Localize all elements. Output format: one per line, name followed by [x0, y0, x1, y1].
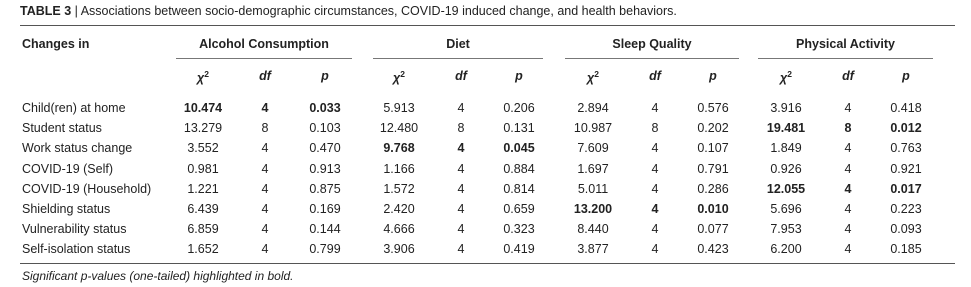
table-cell: 8: [457, 121, 465, 135]
chi-superscript: 2: [594, 69, 599, 79]
subheader-p-activity: p: [902, 69, 910, 83]
table-cell: 0.875: [309, 182, 341, 196]
table-cell: 6.859: [187, 222, 219, 236]
table-cell: 5.011: [577, 182, 609, 196]
group-underline-activity: [758, 58, 933, 59]
table-cell: 5.696: [770, 202, 802, 216]
table-cell: 0.107: [697, 141, 729, 155]
table-cell: 4: [457, 242, 465, 256]
table-cell: 0.045: [503, 141, 535, 155]
table-cell: 8: [261, 121, 269, 135]
table-cell: 0.913: [309, 162, 341, 176]
table-cell: 8: [651, 121, 659, 135]
group-header-alcohol: Alcohol Consumption: [199, 37, 329, 51]
table-cell: 0.814: [503, 182, 535, 196]
table-cell: 4: [651, 141, 659, 155]
table-cell: 4: [844, 141, 852, 155]
row-header-label: Changes in: [22, 37, 90, 51]
table-cell: 4: [651, 202, 659, 216]
table-cell: 4: [457, 202, 465, 216]
table-cell: 0.144: [309, 222, 341, 236]
table-cell: 2.894: [577, 101, 609, 115]
table-cell: 1.572: [383, 182, 415, 196]
table-cell: 3.877: [577, 242, 609, 256]
table-cell: 0.884: [503, 162, 535, 176]
table-cell: 12.480: [379, 121, 419, 135]
group-header-sleep: Sleep Quality: [612, 37, 692, 51]
chi-superscript: 2: [204, 69, 209, 79]
table-cell: 1.652: [187, 242, 219, 256]
table-cell: 0.169: [309, 202, 341, 216]
table-cell: 4: [651, 182, 659, 196]
table-cell: 0.185: [890, 242, 922, 256]
table-cell: 4: [261, 141, 269, 155]
table-cell: 10.474: [183, 101, 223, 115]
table-cell: 0.926: [770, 162, 802, 176]
table-cell: 1.697: [577, 162, 609, 176]
table-cell: 19.481: [766, 121, 806, 135]
table-cell: 0.103: [309, 121, 341, 135]
table-cell: 4: [261, 162, 269, 176]
table-cell: 4.666: [383, 222, 415, 236]
chi-symbol: χ: [780, 71, 788, 86]
chi-superscript: 2: [400, 69, 405, 79]
table-number: TABLE 3: [20, 4, 72, 18]
table-cell: 4: [261, 202, 269, 216]
bottom-rule: [20, 263, 955, 264]
table-cell: 8: [844, 121, 852, 135]
table-cell: 0.131: [503, 121, 535, 135]
row-label: Work status change: [22, 141, 133, 155]
table-cell: 0.286: [697, 182, 729, 196]
table-cell: 4: [457, 101, 465, 115]
chi-symbol: χ: [393, 71, 401, 86]
table-cell: 0.763: [890, 141, 922, 155]
row-label: COVID-19 (Self): [22, 162, 113, 176]
table-cell: 0.093: [890, 222, 922, 236]
table-cell: 4: [844, 222, 852, 236]
table-cell: 0.921: [890, 162, 922, 176]
table-cell: 4: [651, 222, 659, 236]
top-rule: [20, 25, 955, 26]
table-cell: 10.987: [573, 121, 613, 135]
table-cell: 0.077: [697, 222, 729, 236]
chi-symbol: χ: [197, 71, 205, 86]
group-underline-alcohol: [176, 58, 352, 59]
table-cell: 7.953: [770, 222, 802, 236]
group-header-diet: Diet: [446, 37, 470, 51]
group-underline-diet: [373, 58, 543, 59]
table-cell: 6.200: [770, 242, 802, 256]
table-cell: 6.439: [187, 202, 219, 216]
table-cell: 7.609: [577, 141, 609, 155]
table-cell: 4: [844, 242, 852, 256]
subheader-df-diet: df: [455, 69, 467, 83]
table-cell: 13.279: [183, 121, 223, 135]
table-cell: 0.419: [503, 242, 535, 256]
table-cell: 5.913: [383, 101, 415, 115]
table-cell: 4: [261, 242, 269, 256]
row-label: Student status: [22, 121, 102, 135]
caption-text: Associations between socio-demographic circumstances, COVID-19 induced change, and health behaviors.: [80, 4, 677, 18]
table-cell: 4: [261, 222, 269, 236]
table-cell: 3.906: [383, 242, 415, 256]
group-underline-sleep: [565, 58, 739, 59]
table-cell: 12.055: [766, 182, 806, 196]
table-cell: 0.223: [890, 202, 922, 216]
table-cell: 8.440: [577, 222, 609, 236]
table-cell: 0.799: [309, 242, 341, 256]
chi-symbol: χ: [587, 71, 595, 86]
subheader-p-diet: p: [515, 69, 523, 83]
table-cell: 4: [261, 101, 269, 115]
table-cell: 2.420: [383, 202, 415, 216]
table-cell: 0.418: [890, 101, 922, 115]
subheader-p-sleep: p: [709, 69, 717, 83]
table-cell: 4: [651, 242, 659, 256]
table-cell: 4: [457, 162, 465, 176]
table-cell: 4: [457, 182, 465, 196]
table-cell: 4: [457, 222, 465, 236]
table-cell: 4: [651, 162, 659, 176]
table-cell: 0.017: [890, 182, 922, 196]
table-cell: 1.221: [187, 182, 219, 196]
table-cell: 3.552: [187, 141, 219, 155]
table-cell: 1.166: [383, 162, 415, 176]
table-cell: 0.981: [187, 162, 219, 176]
subheader-chi-alcohol: [183, 69, 223, 85]
table-caption: [20, 4, 677, 18]
table-cell: 4: [261, 182, 269, 196]
group-header-activity: Physical Activity: [796, 37, 895, 51]
table-cell: 0.012: [890, 121, 922, 135]
table-footnote: Significant p-values (one-tailed) highlighted in bold.: [22, 269, 294, 283]
subheader-df-sleep: df: [649, 69, 661, 83]
subheader-df-activity: df: [842, 69, 854, 83]
table-cell: 4: [457, 141, 465, 155]
row-label: Self-isolation status: [22, 242, 131, 256]
row-label: Vulnerability status: [22, 222, 127, 236]
subheader-chi-activity: [766, 69, 806, 85]
table-cell: 0.423: [697, 242, 729, 256]
table-cell: 0.659: [503, 202, 535, 216]
subheader-chi-sleep: [573, 69, 613, 85]
table-cell: 4: [844, 182, 852, 196]
table-cell: 3.916: [770, 101, 802, 115]
table-cell: 0.470: [309, 141, 341, 155]
table-cell: 0.202: [697, 121, 729, 135]
table-cell: 0.206: [503, 101, 535, 115]
subheader-df-alcohol: df: [259, 69, 271, 83]
table-cell: 4: [844, 202, 852, 216]
table-cell: 0.791: [697, 162, 729, 176]
table-cell: 1.849: [770, 141, 802, 155]
table-cell: 4: [844, 101, 852, 115]
row-label: Child(ren) at home: [22, 101, 126, 115]
table-cell: 9.768: [383, 141, 415, 155]
table-cell: 0.010: [697, 202, 729, 216]
table-cell: 4: [651, 101, 659, 115]
row-label: COVID-19 (Household): [22, 182, 152, 196]
table-cell: 13.200: [573, 202, 613, 216]
subheader-p-alcohol: p: [321, 69, 329, 83]
chi-superscript: 2: [787, 69, 792, 79]
table-cell: 0.576: [697, 101, 729, 115]
caption-separator: |: [71, 4, 81, 18]
row-label: Shielding status: [22, 202, 111, 216]
subheader-chi-diet: [379, 69, 419, 85]
table-cell: 4: [844, 162, 852, 176]
table-cell: 0.323: [503, 222, 535, 236]
table-cell: 0.033: [309, 101, 341, 115]
